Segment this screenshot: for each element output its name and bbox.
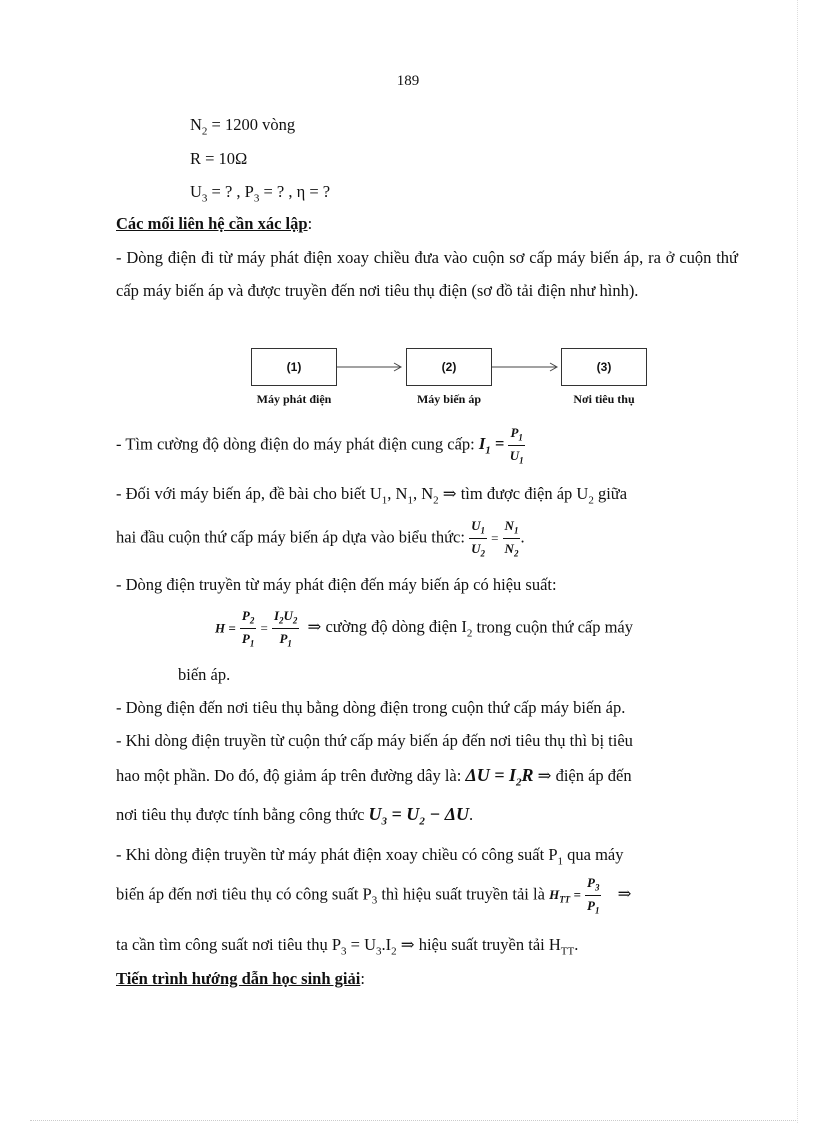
- formula-u3: $U_3 = U_2 - \Delta U$: [368, 804, 470, 828]
- formula-p2-p1: $\frac{P_2}{P_1}$: [241, 608, 255, 649]
- line-power-3: ta cần tìm công suất nơi tiêu thụ $P_3 = U_3.I_2$ ⇒ hiệu suất truyền tải $H_{TT}$.: [116, 935, 579, 958]
- label-generator: Máy phát điện: [256, 392, 332, 406]
- formula-n-ratio: $\frac{N_1}{N_2}$: [504, 518, 519, 559]
- page-edge: [797, 0, 798, 1123]
- paragraph-current-flow: - Dòng điện đi từ máy phát điện xoay chiều đưa vào cuộn sơ cấp máy biến áp, ra ở cuộn thứ cấp máy biến áp và được truyền đến nơi tiêu thụ điện (sơ đồ tải điện như hình).: [116, 248, 738, 300]
- line-power-1: - Khi dòng điện truyền từ máy phát điện xoay chiều có công suất $P_1$ qua máy: [116, 845, 624, 868]
- formula-i1-fraction: $\frac{P_1}{U_1}$: [509, 425, 524, 466]
- line-consumer-current: - Dòng điện đến nơi tiêu thụ bằng dòng điện trong cuộn thứ cấp máy biến áp.: [116, 698, 626, 717]
- line-loss-1: - Khi dòng điện truyền từ cuộn thứ cấp máy biến áp đến nơi tiêu thụ thì bị tiêu: [116, 731, 633, 750]
- line-efficiency-intro: - Dòng điện truyền từ máy phát điện đến máy biến áp có hiệu suất:: [116, 575, 557, 594]
- box-consumer: (3): [561, 348, 647, 386]
- label-consumer: Nơi tiêu thụ: [573, 392, 635, 406]
- given-unknowns: $U_3$ = ? , $P_3$ = ? , η = ?: [190, 182, 331, 205]
- formula-i2u2-p1: $\frac{I_2U_2}{P_1}$: [273, 608, 298, 649]
- page-number: 189: [396, 73, 420, 89]
- line-efficiency-formula: H = $\frac{P_2}{P_1}$ = $\frac{I_2U_2}{P_1}$ ⇒ cường độ dòng điện $I_2$ trong cuộn thứ cấp máy: [215, 608, 633, 649]
- formula-u-ratio: $\frac{U_1}{U_2}$: [471, 518, 485, 559]
- formula-htt: $\frac{P_3}{P_1}$: [586, 875, 600, 916]
- box-transformer: (2): [406, 348, 492, 386]
- given-n2: $N_2 = 1200$ vòng: [190, 115, 296, 138]
- line-efficiency-cont: biến áp.: [178, 665, 231, 684]
- label-transformer: Máy biến áp: [416, 392, 481, 406]
- line-loss-2: hao một phần. Do đó, độ giảm áp trên đường dây là: $\Delta U = I_2R$ ⇒ điện áp đến: [116, 765, 632, 789]
- line-loss-3: nơi tiêu thụ được tính bằng công thức $U_3 = U_2 - \Delta U$.: [116, 804, 474, 828]
- section-guidance-heading: Tiến trình hướng dẫn học sinh giải:: [116, 969, 365, 988]
- transmission-diagram: [248, 346, 652, 408]
- line-transformer-2: hai đầu cuộn thứ cấp máy biến áp dựa vào biểu thức: $\frac{U_1}{U_2}$ = $\frac{N_1}{N_2}$ .: [116, 518, 525, 559]
- section-relations-heading: Các mối liên hệ cần xác lập:: [116, 214, 313, 233]
- given-r: R = 10Ω: [190, 149, 248, 168]
- box-generator: (1): [251, 348, 337, 386]
- line-transformer-1: - Đối với máy biến áp, đề bài cho biết $U_1$, $N_1$, $N_2$ ⇒ tìm được điện áp $U_2$ giữa: [116, 484, 628, 507]
- page-bottom-edge: [30, 1120, 796, 1121]
- line-power-2: biến áp đến nơi tiêu thụ có công suất $P_3$ thì hiệu suất truyền tải là $H_{TT}$ = $\frac{P_3}{P_1}$ ⇒: [116, 875, 632, 916]
- line-current-i1: - Tìm cường độ dòng điện do máy phát điện cung cấp: $I_1$ = $\frac{P_1}{U_1}$: [116, 425, 524, 466]
- formula-voltage-drop: $\Delta U = I_2R$: [465, 765, 534, 789]
